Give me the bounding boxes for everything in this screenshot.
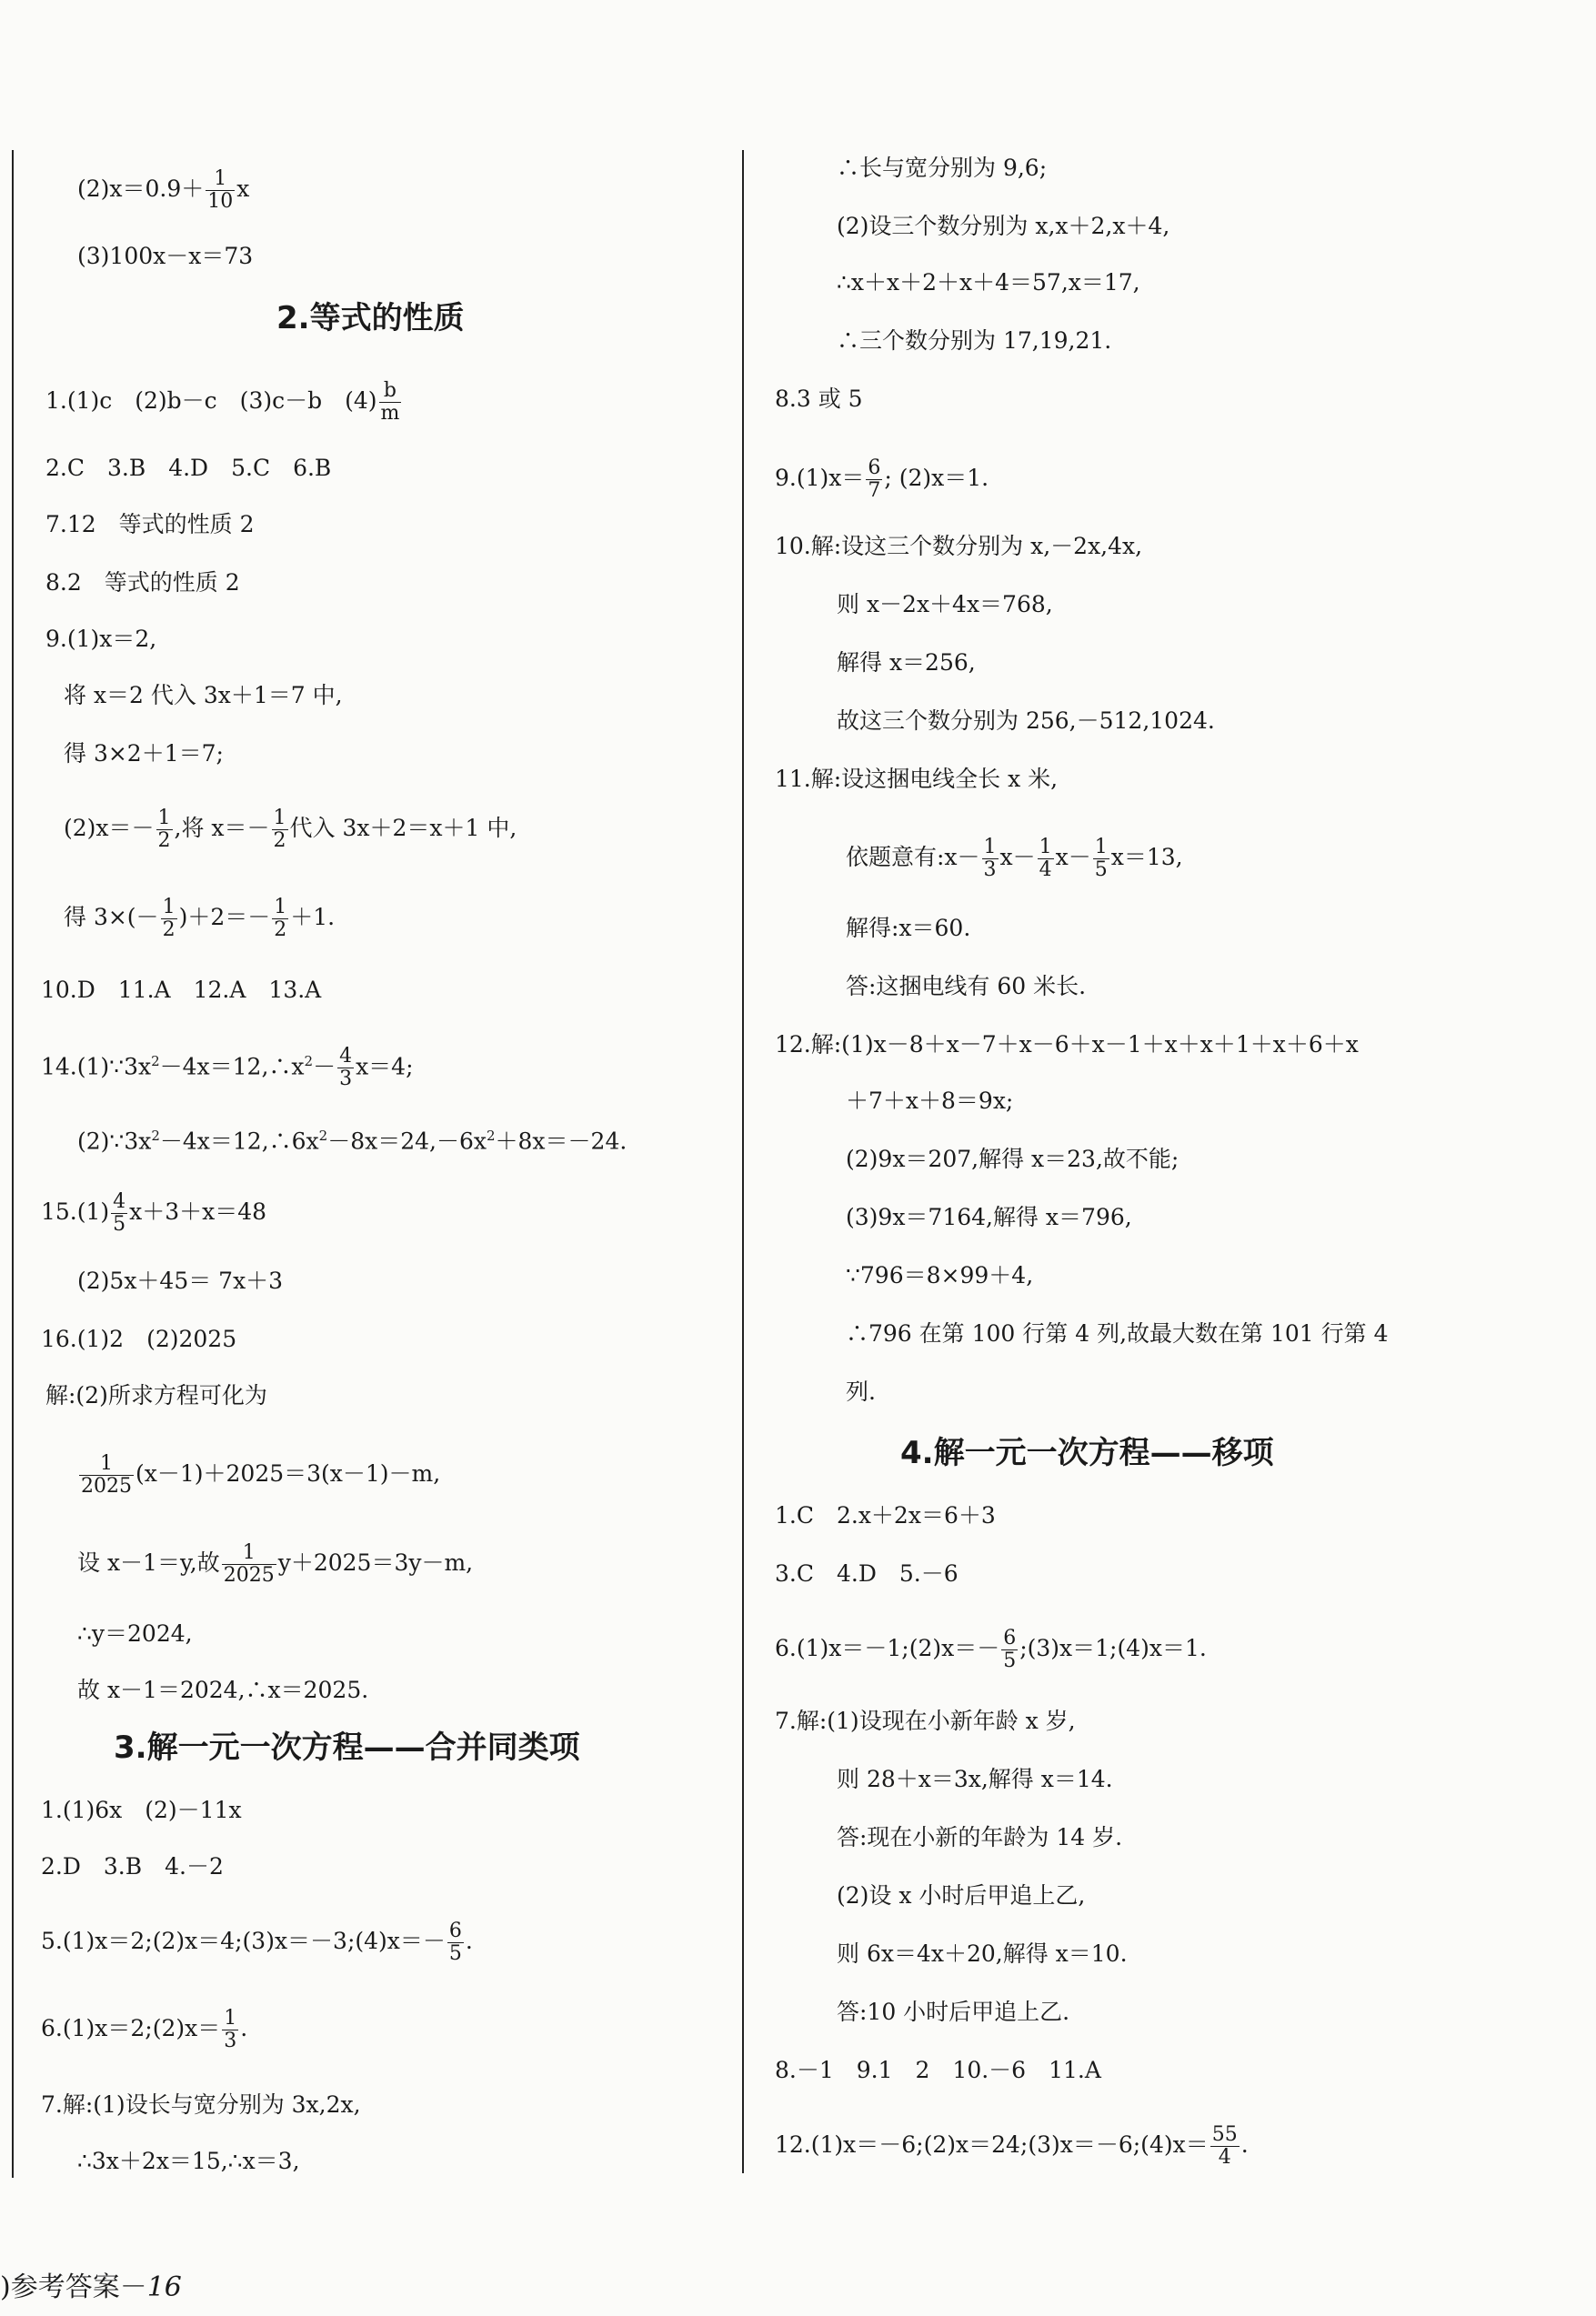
left-margin-rule (12, 150, 14, 2178)
column-divider (742, 150, 744, 2173)
answer-line: ＋7＋x＋8＝9x; (846, 1088, 1014, 1114)
answer-line: 列. (846, 1379, 876, 1405)
answer-line: 2.C 3.B 4.D 5.C 6.B (45, 455, 332, 481)
answer-line: $\frac{1}{2025}$ (x－1)＋2025＝3(x－1)－m, (81, 1452, 441, 1498)
fraction: $\frac{b}{m}$ (380, 379, 400, 425)
answer-line: 12.解:(1)x－8＋x－7＋x－6＋x－1＋x＋x＋1＋x＋6＋x (775, 1031, 1359, 1058)
answer-line: 得 3×(－ $\frac{1}{2}$ )＋2＝－ $\frac{1}{2}$ ＋1. (64, 896, 336, 941)
fraction: $\frac{6}{7}$ (868, 456, 881, 502)
answer-line: $(2)\because 3x^2-4x=12,\therefore 6x^2-8x=24,-6x^2+8x=-24$. (77, 1128, 627, 1155)
answer-line: (3)9x＝7164,解得 x＝796, (846, 1204, 1132, 1230)
fraction: $\frac{1}{3}$ (224, 2007, 237, 2052)
fraction: $\frac{1}{2025}$ (81, 1452, 132, 1498)
section-heading: 4.解一元一次方程——移项 (900, 1435, 1274, 1471)
answer-line: ∴x＋x＋2＋x＋4＝57,x＝17, (837, 269, 1140, 296)
answer-line: ∴796 在第 100 行第 4 列,故最大数在第 101 行第 4 (846, 1320, 1389, 1347)
answer-line: 8.3 或 5 (775, 386, 863, 412)
answer-line: (2)设 x 小时后甲追上乙, (837, 1882, 1086, 1909)
answer-line: $14.(1)\because 3x^2-4x=12,\therefore x^2-$ $\frac{4}{3}$ x＝4; (41, 1045, 414, 1091)
answer-line: 解得:x＝60. (846, 915, 971, 941)
answer-line: 1.(1)6x (2)－11x (41, 1797, 242, 1823)
answer-line: 10.解:设这三个数分别为 x,－2x,4x, (775, 533, 1143, 559)
answer-line: 9.(1)x＝2, (45, 626, 157, 652)
section-heading: 3.解一元一次方程——合并同类项 (114, 1729, 580, 1766)
answer-line: 11.解:设这捆电线全长 x 米, (775, 766, 1059, 792)
answer-line: 1.(1)c (2)b－c (3)c－b (4) $\frac{b}{m}$ (45, 379, 400, 425)
answer-line: 得 3×2＋1＝7; (64, 740, 224, 767)
fraction: $\frac{4}{3}$ (339, 1045, 353, 1091)
answer-line: 10.D 11.A 12.A 13.A (41, 977, 322, 1003)
answer-line: 12.(1)x＝－6;(2)x＝24;(3)x＝－6;(4)x＝ $\frac{55}{4}$ . (775, 2123, 1249, 2169)
fraction: $\frac{1}{2}$ (274, 896, 287, 941)
fraction: $\frac{4}{5}$ (113, 1190, 126, 1236)
section-heading: 2.等式的性质 (276, 300, 465, 336)
answer-line: (2)5x＋45＝ 7x＋3 (77, 1268, 284, 1294)
answer-line: 设 x－1＝y,故 $\frac{1}{2025}$ y＋2025＝3y－m, (77, 1541, 474, 1587)
answer-line: 6.(1)x＝－1;(2)x＝－ $\frac{6}{5}$ ;(3)x＝1;(4)x＝1. (775, 1627, 1207, 1672)
answer-line: 解:(2)所求方程可化为 (45, 1382, 267, 1409)
answer-line: 7.解:(1)设现在小新年龄 x 岁, (775, 1708, 1076, 1734)
answer-line: 2.D 3.B 4.－2 (41, 1853, 224, 1880)
answer-line: 15.(1) $\frac{4}{5}$ x＋3＋x＝48 (41, 1190, 267, 1236)
fraction: $\frac{1}{4}$ (1039, 836, 1052, 881)
answer-line: 故 x－1＝2024,∴x＝2025. (77, 1677, 369, 1703)
footer-label: )参考答案－ (0, 2271, 147, 2303)
answer-line: ∴三个数分别为 17,19,21. (837, 327, 1112, 354)
fraction: $\frac{1}{2}$ (273, 807, 286, 852)
answer-line: 3.C 4.D 5.－6 (775, 1560, 959, 1587)
answer-line: 8.－1 9.1 2 10.－6 11.A (775, 2057, 1101, 2083)
answer-line: 依题意有:x－ $\frac{1}{3}$ x－ $\frac{1}{4}$ x－ $\frac{1}{5}$ x＝13, (846, 836, 1183, 881)
fraction: $\frac{1}{5}$ (1094, 836, 1108, 881)
answer-line: 答:现在小新的年龄为 14 岁. (837, 1824, 1123, 1850)
fraction: $\frac{1}{2}$ (157, 807, 171, 852)
answer-line: (2)x＝－ $\frac{1}{2}$ ,将 x＝－ $\frac{1}{2}$ 代入 3x＋2＝x＋1 中, (64, 807, 517, 852)
answer-line: ∴3x＋2x＝15,∴x＝3, (77, 2148, 300, 2174)
answer-line: (2)x＝0.9＋ $\frac{1}{10}$ x (77, 167, 250, 213)
fraction: $\frac{1}{2}$ (162, 896, 176, 941)
answer-line: 16.(1)2 (2)2025 (41, 1326, 237, 1352)
fraction: $\frac{1}{3}$ (983, 836, 997, 881)
answer-line: (2)9x＝207,解得 x＝23,故不能; (846, 1146, 1179, 1172)
answer-line: (2)设三个数分别为 x,x＋2,x＋4, (837, 213, 1170, 239)
fraction: $\frac{1}{10}$ (207, 167, 234, 213)
answer-line: 则 28＋x＝3x,解得 x＝14. (837, 1766, 1113, 1792)
answer-line: 答:10 小时后甲追上乙. (837, 1999, 1070, 2025)
page-footer (0, 2264, 182, 2304)
answer-line: 1.C 2.x＋2x＝6＋3 (775, 1502, 996, 1529)
answer-line: 5.(1)x＝2;(2)x＝4;(3)x＝－3;(4)x＝－ $\frac{6}{5}$ . (41, 1920, 473, 1965)
answer-line: 7.12 等式的性质 2 (45, 511, 255, 537)
fraction: $\frac{55}{4}$ (1211, 2123, 1238, 2169)
fraction: $\frac{6}{5}$ (1003, 1627, 1017, 1672)
answer-line: 9.(1)x＝ $\frac{6}{7}$ ; (2)x＝1. (775, 456, 989, 502)
answer-line: 解得 x＝256, (837, 649, 976, 676)
answer-line: 则 x－2x＋4x＝768, (837, 591, 1053, 617)
answer-line: 则 6x＝4x＋20,解得 x＝10. (837, 1940, 1128, 1967)
answer-line: (3)100x－x＝73 (77, 243, 254, 269)
answer-line: ∵796＝8×99＋4, (846, 1262, 1034, 1288)
answer-line: 7.解:(1)设长与宽分别为 3x,2x, (41, 2091, 361, 2118)
answer-line: 将 x＝2 代入 3x＋1＝7 中, (64, 682, 343, 708)
fraction: $\frac{1}{2025}$ (223, 1541, 275, 1587)
page-number: 16 (146, 2271, 182, 2303)
answer-line: 6.(1)x＝2;(2)x＝ $\frac{1}{3}$ . (41, 2007, 248, 2052)
answer-line: 故这三个数分别为 256,－512,1024. (837, 707, 1215, 734)
answer-line: 答:这捆电线有 60 米长. (846, 973, 1087, 999)
answer-line: 8.2 等式的性质 2 (45, 569, 240, 596)
answer-line: ∴y＝2024, (77, 1620, 193, 1647)
fraction: $\frac{6}{5}$ (448, 1920, 462, 1965)
answer-line: ∴长与宽分别为 9,6; (837, 155, 1048, 181)
